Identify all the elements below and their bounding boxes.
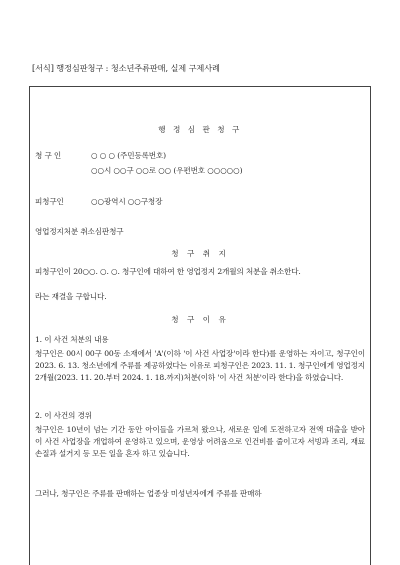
purpose-closing: 라는 재결을 구합니다. [35,292,107,301]
section-2-continued: 그러나, 청구인은 주류를 판매하는 업종상 미성년자에게 주류를 판매하 [35,489,262,498]
case-title: 영업정지처분 취소심판청구 [35,227,124,236]
section-2-body: 청구인은 10년이 넘는 기간 동안 아이들을 가르쳐 왔으나, 새로운 일에 도전하고자 전액 대출을 받아 이 사건 사업장을 개업하여 운영하고 있으며, 운영상 어려움으로 인건비를 줄이고자 서빙과 조리, 재료손질과 설거지 등 모든 일을 혼자 하고 있습니다. [35,425,365,458]
purpose-text: 피청구인이 20○○. ○. ○. 청구인에 대하여 한 영업정지 2개월의 처분을 취소한다. [35,267,301,276]
respondent-value: ○○광역시 ○○구청장 [91,197,163,206]
claimant-label: 청 구 인 [35,151,62,160]
document-caption: [서식] 행정심판청구 : 청소년주류판매, 실제 구제사례 [32,63,220,73]
purpose-heading: 청 구 취 지 [171,249,229,258]
section-1-heading: 1. 이 사건 처분의 내용 [35,335,109,344]
respondent-label: 피청구인 [35,197,64,206]
claimant-name: ○ ○ ○ (주민등록번호) [91,151,166,160]
document-title: 행 정 심 판 청 구 [158,125,242,134]
section-1-body: 청구인은 00시 00구 00동 소재에서 'A'(이하 '이 사건 사업장'이라 한다)를 운영하는 자이고, 청구인이 2023. 6. 13. 청소년에게 주류를 제공하였다는 이유로 피청구인은 2023. 11. 1. 청구인에게 영업정지 2개월(2023. 11. 20.부터 2024. 1. 18.까지)처분(이하 '이 사건 처분'이라 한다)을 하였습니다. [35,349,365,382]
claimant-address: ○○시 ○○구 ○○로 ○○ (우편번호 ○○○○○) [91,166,243,175]
section-2-heading: 2. 이 사건의 경위 [35,411,92,420]
reason-heading: 청 구 이 유 [171,315,229,324]
